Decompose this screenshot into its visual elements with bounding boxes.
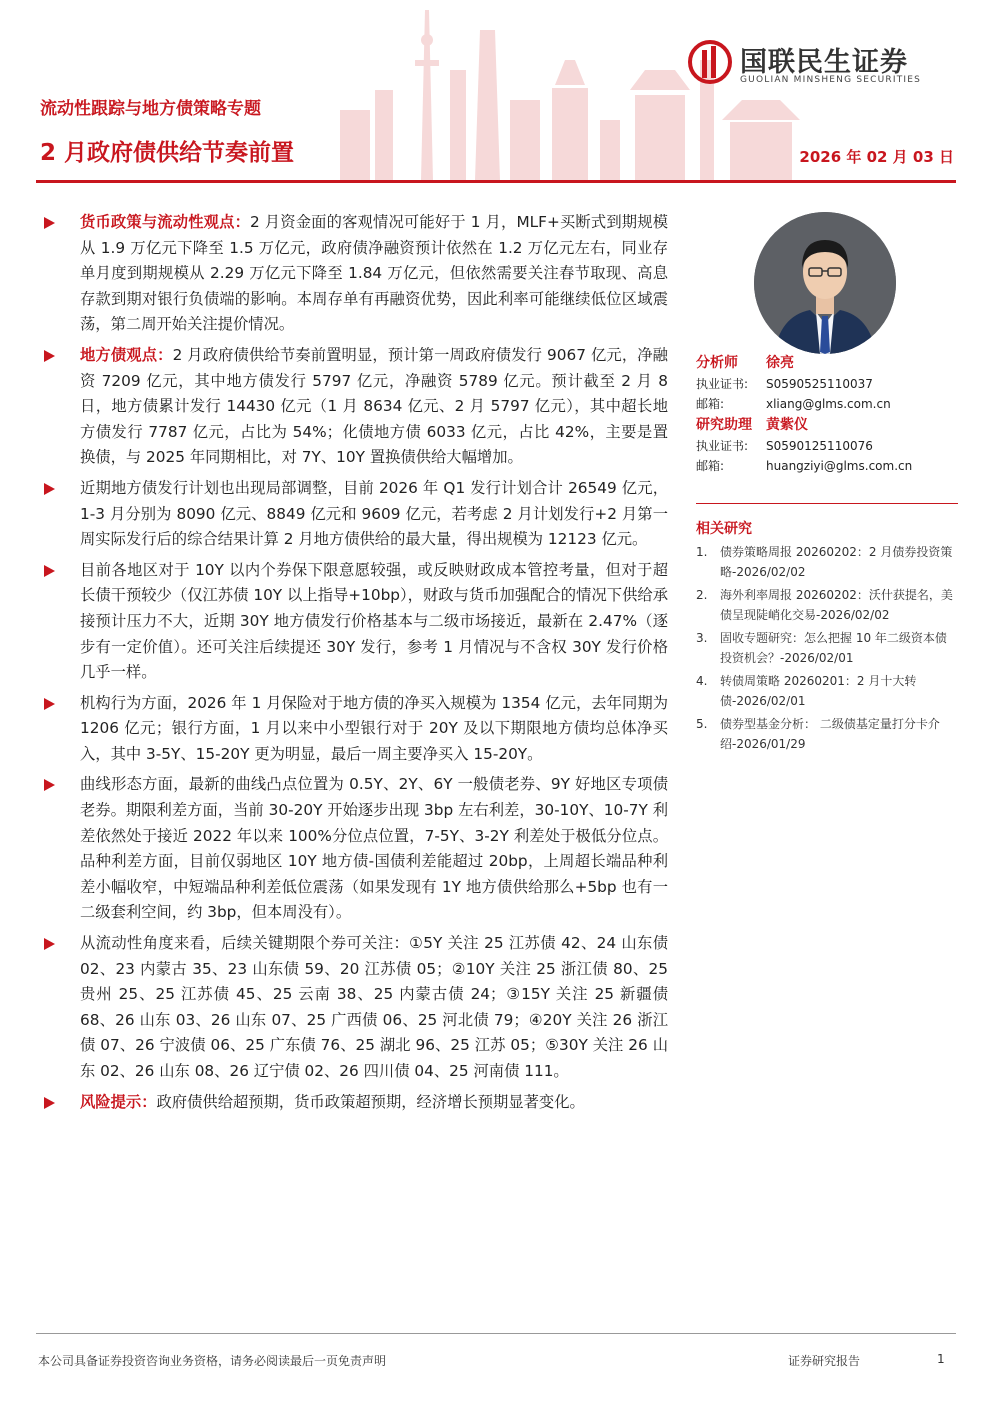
bullet-text: 政府债供给超预期，货币政策超预期，经济增长预期显著变化。 xyxy=(156,1092,585,1111)
related-item-text: 债券策略周报 20260202：2 月债券投资策略-2026/02/02 xyxy=(720,545,953,579)
related-item-number: 3. xyxy=(696,631,708,645)
analyst-info xyxy=(696,352,958,476)
bullet-arrow-icon xyxy=(44,565,55,577)
related-item[interactable] xyxy=(696,714,958,754)
skyline-illustration xyxy=(330,0,810,180)
related-item-text: 海外利率周报 20260202：沃什获提名，美债呈现陡峭化交易-2026/02/02 xyxy=(720,588,953,622)
bullet-arrow-icon xyxy=(44,217,55,229)
analyst-role: 分析师 xyxy=(696,355,738,371)
bullet-arrow-icon xyxy=(44,938,55,950)
related-item-number: 2. xyxy=(696,588,708,602)
bullet-arrow-icon xyxy=(44,483,55,495)
bullet-text: 2 月政府债供给节奏前置明显，预计第一周政府债发行 9067 亿元，净融资 7209 亿元，其中地方债发行 5797 亿元，净融资 5789 亿元。预计截至 2 月 8 日，地方债累计发行 14430 亿元（1 月 8634 亿元、2 月 5797 亿元），其中超长地方债发行 7787 亿元，占比为 54%；化债地方债 6033 亿元，占比 42%，主要是置换债，与 2025 年同期相比，对 7Y、10Y 置换债供给大幅增加。 xyxy=(80,345,668,467)
analyst-2-email xyxy=(696,456,958,476)
bullet-text: 曲线形态方面，最新的曲线凸点位置为 0.5Y、2Y、6Y 一般债老券、9Y 好地区专项债老券。期限利差方面，当前 30-20Y 开始逐步出现 3bp 左右利差，30-10Y、10-7Y 利差依然处于接近 2022 年以来 100%分位点位置，7-5Y、3-2Y 利差处于极低分位点。品种利差方面，目前仅弱地区 10Y 地方债-国债利差能超过 20bp，上周超长端品种利差小幅收窄，中短端品种利差低位震荡（如果发现有 1Y 地方债供给那么+5bp 也有一二级套利空间，约 3bp，但本周没有）。 xyxy=(80,775,668,922)
related-item[interactable] xyxy=(696,671,958,711)
related-item-number: 1. xyxy=(696,545,708,559)
bullet-text: 2 月资金面的客观情况可能好于 1 月，MLF+买断式到期规模从 1.9 万亿元下降至 1.5 万亿元，政府债净融资预计依然在 1.2 万亿元左右，同业存单月度到期规模从 2.29 万亿元下降至 1.84 万亿元，但依然需要关注春节取现、高息存款到期对银行负债端的影响。本周存单有再融资优势，因此利率可能继续低位区域震荡，第二周开始关注提价情况。 xyxy=(80,213,668,334)
bullet-label: 地方债观点： xyxy=(80,345,173,364)
bullet-text: 从流动性角度来看，后续关键期限个券可关注：①5Y 关注 25 江苏债 42、24 山东债 02、23 内蒙古 35、23 山东债 59、20 江苏债 05；②10Y 关注 25 浙江债 80、25 贵州 25、25 江苏债 45、25 云南 38、25 内蒙古债 24；③15Y 关注 25 新疆债 68、26 山东 03、26 山东 07、25 广西债 06、25 河北债 79；④20Y 关注 26 浙江债 07、26 宁波债 06、25 广东债 76、25 湖北 96、25 江苏 05；⑤30Y 关注 26 山东 02、26 山东 08、26 辽宁债 02、26 四川债 04、25 河南债 111。 xyxy=(80,934,668,1080)
email-label: 邮箱: xyxy=(696,397,725,411)
related-item[interactable] xyxy=(696,585,958,625)
email-address[interactable]: huangziyi@glms.com.cn xyxy=(766,459,913,473)
bullet-arrow-icon xyxy=(44,698,55,710)
related-item-number: 4. xyxy=(696,674,708,688)
report-title: 2 月政府债供给节奏前置 xyxy=(40,140,295,166)
avatar xyxy=(754,212,896,354)
bullet-text: 机构行为方面，2026 年 1 月保险对于地方债的净买入规模为 1354 亿元，去年同期为 1206 亿元；银行方面，1 月以来中小型银行对于 20Y 及以下期限地方债均总体净买入，其中 3-5Y、15-20Y 更为明显，最后一周主要净买入 15-20Y。 xyxy=(80,693,668,763)
bullet-arrow-icon xyxy=(44,350,55,362)
related-item-text: 债券型基金分析： 二级债基定量打分卡介绍-2026/01/29 xyxy=(720,717,940,751)
related-item[interactable] xyxy=(696,628,958,668)
related-item-text: 固收专题研究：怎么把握 10 年二级资本债投资机会？-2026/02/01 xyxy=(720,631,947,665)
cert-label: 执业证书: xyxy=(696,439,749,453)
analyst-1-email xyxy=(696,394,958,414)
bullet-arrow-icon xyxy=(44,1097,55,1109)
bullet-issuance-plan xyxy=(40,476,668,553)
header-divider xyxy=(36,180,956,183)
bullet-label: 货币政策与流动性观点： xyxy=(80,213,251,231)
bullet-institution-behavior xyxy=(40,691,668,768)
related-item-number: 5. xyxy=(696,717,708,731)
footer-divider xyxy=(36,1333,956,1334)
bullet-label: 风险提示： xyxy=(80,1092,157,1111)
related-research-list xyxy=(696,542,958,757)
analyst-role: 研究助理 xyxy=(696,417,752,433)
analyst-name: 黄紫仪 xyxy=(766,417,808,433)
analyst-2-cert xyxy=(696,436,958,456)
email-label: 邮箱: xyxy=(696,459,725,473)
analyst-photo xyxy=(754,212,896,354)
analyst-name: 徐亮 xyxy=(766,355,794,371)
bullet-risk-warning xyxy=(40,1090,668,1116)
brand-name-en: GUOLIAN MINSHENG SECURITIES xyxy=(740,75,922,85)
logo-mark-icon xyxy=(688,40,732,84)
report-date: 2026 年 02 月 03 日 xyxy=(799,148,954,166)
analyst-2-row xyxy=(696,414,958,436)
page-number: 1 xyxy=(937,1352,945,1366)
bullet-curve-shape xyxy=(40,772,668,926)
bullet-text: 目前各地区对于 10Y 以内个券保下限意愿较强，或反映财政成本管控考量，但对于超长债干预较少（仅江苏债 10Y 以上指导+10bp），财政与货币加强配合的情况下供给承接预计压力不大，近期 30Y 地方债发行价格基本与二级市场接近，最新在 2.47%（逐步有一定价值）。还可关注后续提还 30Y 发行，参考 1 月情况与不含权 30Y 发行价格几乎一样。 xyxy=(80,560,668,682)
bullet-local-bond-view xyxy=(40,343,668,471)
footer-disclaimer: 本公司具备证券投资咨询业务资格，请务必阅读最后一页免责声明 xyxy=(38,1354,387,1368)
related-research-title: 相关研究 xyxy=(696,521,752,537)
cert-number: S0590125110076 xyxy=(766,439,873,453)
report-series: 流动性跟踪与地方债策略专题 xyxy=(40,99,261,119)
brand-name-cn: 国联民生证券 xyxy=(740,47,908,78)
cert-number: S0590525110037 xyxy=(766,377,873,391)
bullet-regional-pricing xyxy=(40,558,668,686)
bullet-arrow-icon xyxy=(44,779,55,791)
bullet-monetary-policy xyxy=(40,210,668,338)
brand-logo xyxy=(688,40,963,90)
bullet-liquidity-picks xyxy=(40,931,668,1085)
bullet-text: 近期地方债发行计划也出现局部调整，目前 2026 年 Q1 发行计划合计 26549 亿元，1-3 月分别为 8090 亿元、8849 亿元和 9609 亿元，若考虑 2 月计划发行+2 月第一周实际发行后的综合结果计算 2 月地方债供给的最大量，得出规模为 12123 亿元。 xyxy=(80,478,668,549)
analyst-1-row xyxy=(696,352,958,374)
main-content xyxy=(40,210,668,1120)
sidebar-divider xyxy=(696,503,958,504)
related-item[interactable] xyxy=(696,542,958,582)
related-item-text: 转债周策略 20260201：2 月十大转债-2026/02/01 xyxy=(720,674,917,708)
analyst-1-cert xyxy=(696,374,958,394)
email-address[interactable]: xliang@glms.com.cn xyxy=(766,397,891,411)
cert-label: 执业证书: xyxy=(696,377,749,391)
footer-report-type: 证券研究报告 xyxy=(788,1354,861,1368)
